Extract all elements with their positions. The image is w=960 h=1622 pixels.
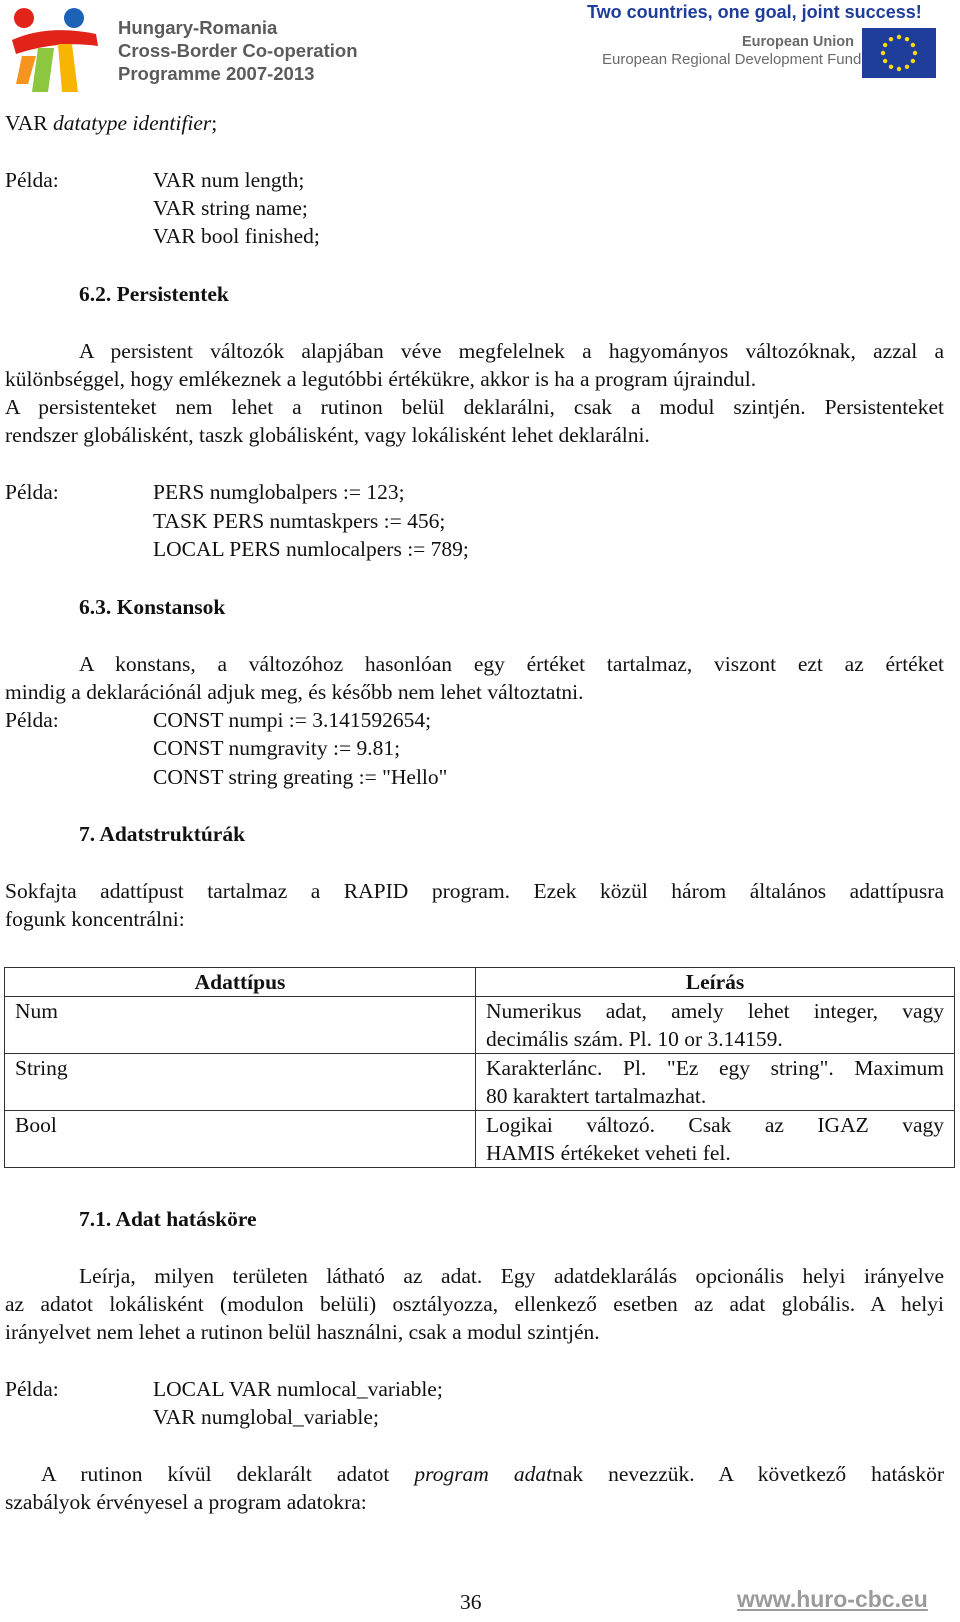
heading-6-3: 6.3. Konstansok: [79, 595, 226, 619]
programme-logo: [8, 4, 104, 94]
text-run: [514, 1462, 944, 1486]
paragraph-line: különbséggel, hogy emlékeznek a legutóbbi értékükre, akkor is ha a program újraindul.: [5, 367, 757, 391]
eu-star-icon: [905, 65, 909, 69]
code-line: PERS numglobalpers := 123;: [153, 480, 405, 504]
var-end: ;: [211, 111, 218, 135]
table-cell: [476, 1111, 955, 1168]
eu-star-icon: [913, 51, 917, 55]
paragraph-line: fogunk koncentrálni:: [5, 907, 185, 931]
programme-title: [118, 16, 358, 85]
code-line: VAR num length;: [153, 168, 305, 192]
text-run: A rutinon kívül deklarált adatot: [41, 1462, 390, 1486]
table-header: Leírás: [476, 968, 955, 997]
paragraph-line: A persistent változók alapjában véve megfelelnek a hagyományos változóknak, azzal a: [79, 339, 944, 363]
paragraph-line: rendszer globálisként, taszk globálisként, vagy lokálisként lehet deklarálni.: [5, 423, 650, 447]
var-syntax: [5, 109, 217, 137]
eu-star-icon: [889, 37, 893, 41]
paragraph-line: mindig a deklarációnál adjuk meg, és később nem lehet változtatni.: [5, 680, 584, 704]
var-keyword: VAR: [5, 111, 53, 135]
code-line: LOCAL VAR numlocal_variable;: [153, 1377, 443, 1401]
code-line: TASK PERS numtaskpers := 456;: [153, 509, 446, 533]
example-label: Példa:: [5, 708, 59, 732]
code-line: VAR string name;: [153, 196, 308, 220]
website-link[interactable]: www.huro-cbc.eu: [737, 1586, 928, 1612]
eu-label: European Union: [742, 34, 854, 50]
example-label: Példa:: [5, 168, 59, 192]
programme-logo-icon: [8, 4, 104, 94]
paragraph-line: A persistenteket nem lehet a rutinon belül deklarálni, csak a modul szintjén. Persistenteket: [5, 395, 944, 419]
cell-line: Logikai változó. Csak az IGAZ vagy: [486, 1113, 944, 1137]
table-row: [5, 997, 955, 1054]
cell-line: HAMIS értékeket veheti fel.: [486, 1141, 731, 1165]
paragraph-line: az adatot lokálisként (modulon belüli) osztályozza, ellenkező esetben az adat globális. A helyi: [5, 1292, 944, 1316]
code-line: CONST string greating := "Hello": [153, 765, 448, 789]
text-run: nak nevezzük. A következő hatáskör: [552, 1462, 944, 1486]
heading-7: 7. Adatstruktúrák: [79, 822, 246, 846]
eu-star-icon: [881, 51, 885, 55]
eu-star-icon: [897, 35, 901, 39]
code-line: VAR bool finished;: [153, 224, 320, 248]
table-cell: Num: [5, 997, 476, 1054]
table-header: Adattípus: [5, 968, 476, 997]
eu-star-icon: [883, 43, 887, 47]
heading-7-1: 7.1. Adat hatásköre: [79, 1207, 257, 1231]
programme-title-line: Programme 2007-2013: [118, 63, 315, 84]
example-label: Példa:: [5, 1377, 59, 1401]
example-label: Példa:: [5, 480, 59, 504]
code-line: CONST numpi := 3.141592654;: [153, 708, 432, 732]
cell-line: decimális szám. Pl. 10 or 3.14159.: [486, 1027, 783, 1051]
paragraph-line: A konstans, a változóhoz hasonlóan egy értéket tartalmaz, viszont ezt az értéket: [79, 652, 944, 676]
slogan: Two countries, one goal, joint success!: [587, 2, 922, 22]
programme-title-line: Hungary-Romania: [118, 17, 278, 38]
table-header-row: [5, 968, 955, 997]
eu-star-icon: [905, 37, 909, 41]
page-number: 36: [460, 1590, 482, 1614]
code-line: CONST numgravity := 9.81;: [153, 736, 401, 760]
datatype-table: [4, 967, 955, 1168]
programme-title-line: Cross-Border Co-operation: [118, 40, 358, 61]
table-cell: String: [5, 1054, 476, 1111]
cell-line: 80 karaktert tartalmazhat.: [486, 1084, 707, 1108]
code-line: LOCAL PERS numlocalpers := 789;: [153, 537, 469, 561]
eu-flag-icon: [862, 28, 936, 78]
table-cell: Bool: [5, 1111, 476, 1168]
table-cell: [476, 997, 955, 1054]
paragraph-line: Sokfajta adattípust tartalmaz a RAPID program. Ezek közül három általános adattípusra: [5, 879, 944, 903]
eu-flag: [862, 28, 936, 78]
erdf-label: European Regional Development Fund: [602, 51, 862, 68]
italic-run: program: [414, 1462, 489, 1486]
cell-line: Numerikus adat, amely lehet integer, vagy: [486, 999, 944, 1023]
paragraph-line: Leírja, milyen területen látható az adat. Egy adatdeklarálás opcionális helyi irányelve: [79, 1264, 944, 1288]
eu-star-icon: [897, 67, 901, 71]
table-row: [5, 1111, 955, 1168]
code-line: VAR numglobal_variable;: [153, 1405, 379, 1429]
eu-star-icon: [911, 43, 915, 47]
paragraph-line: [41, 1460, 944, 1488]
cell-line: Karakterlánc. Pl. "Ez egy string". Maximum: [486, 1056, 944, 1080]
paragraph-line: szabályok érvényesel a program adatokra:: [5, 1490, 367, 1514]
eu-star-icon: [889, 65, 893, 69]
paragraph-line: irányelvet nem lehet a rutinon belül használni, csak a modul szintjén.: [5, 1320, 600, 1344]
var-italic: datatype identifier: [53, 111, 212, 135]
table-cell: [476, 1054, 955, 1111]
eu-star-icon: [883, 59, 887, 63]
eu-star-icon: [911, 59, 915, 63]
table-row: [5, 1054, 955, 1111]
heading-6-2: 6.2. Persistentek: [79, 282, 229, 306]
italic-run: adat: [513, 1462, 553, 1486]
